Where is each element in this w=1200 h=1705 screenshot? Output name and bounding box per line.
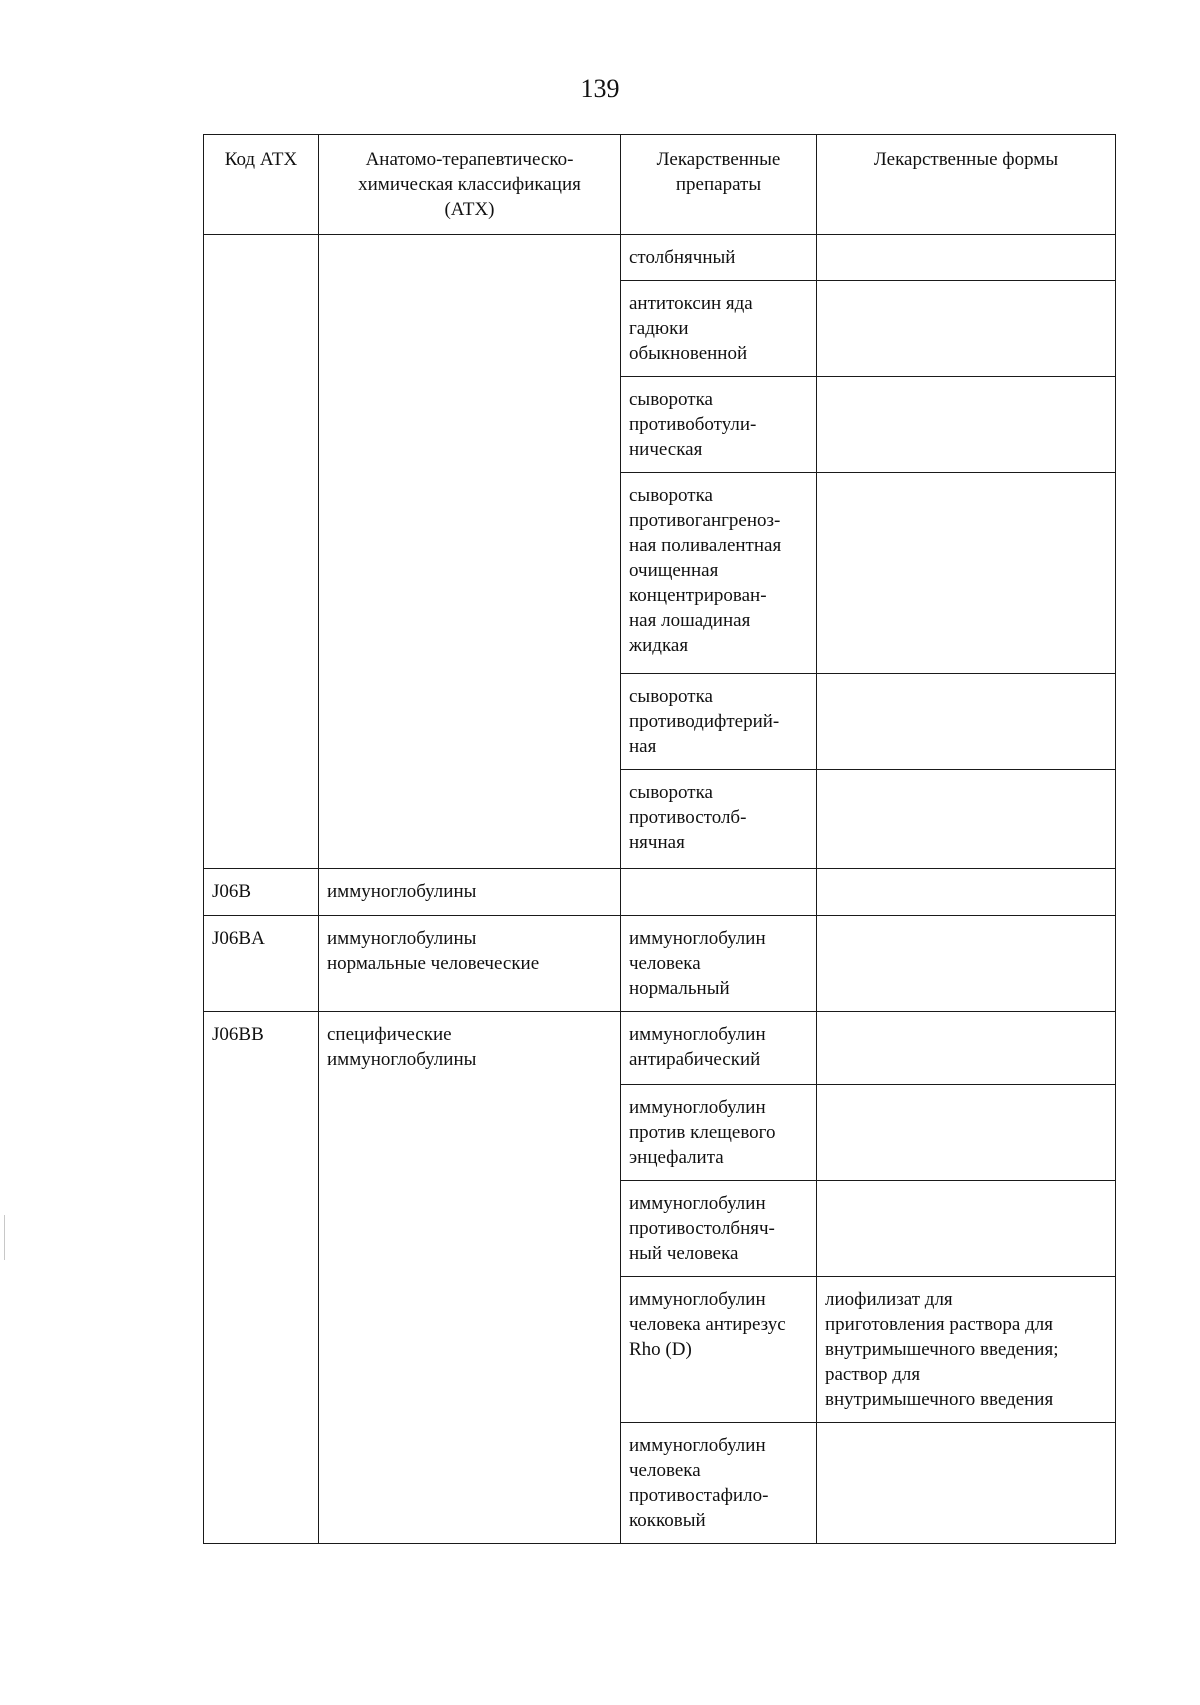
drug-cell: иммуноглобулин противостолбняч- ный человека	[621, 1181, 817, 1277]
header-code: Код АТХ	[204, 135, 319, 235]
form-cell	[817, 1012, 1116, 1085]
form-cell	[817, 473, 1116, 674]
table-row	[204, 869, 1116, 916]
drug-cell: сыворотка противогангреноз- ная поливалентная очищенная концентрирован- ная лошадиная жидкая	[621, 473, 817, 674]
drug-cell: сыворотка противоботули- ническая	[621, 377, 817, 473]
classification-cell: специфические иммуноглобулины	[319, 1012, 621, 1544]
header-classification: Анатомо-терапевтическо- химическая классификация (АТХ)	[319, 135, 621, 235]
form-cell	[817, 869, 1116, 916]
form-cell	[817, 235, 1116, 281]
atx-table	[203, 134, 1116, 1544]
page-number: 139	[580, 74, 620, 103]
table-row	[204, 916, 1116, 1012]
form-cell: лиофилизат для приготовления раствора для внутримышечного введения; раствор для внутримышечного введения	[817, 1277, 1116, 1423]
drug-cell: иммуноглобулин человека противостафило- кокковый	[621, 1423, 817, 1544]
scan-margin-mark	[4, 1215, 5, 1260]
drug-cell: сыворотка противодифтерий- ная	[621, 674, 817, 770]
classification-cell	[319, 235, 621, 869]
form-cell	[817, 1423, 1116, 1544]
drug-cell: иммуноглобулин против клещевого энцефалита	[621, 1085, 817, 1181]
drug-cell	[621, 869, 817, 916]
form-cell	[817, 377, 1116, 473]
code-cell: J06BB	[204, 1012, 319, 1544]
code-cell: J06B	[204, 869, 319, 916]
table-row	[204, 1012, 1116, 1085]
table-header-row	[204, 135, 1116, 235]
header-forms: Лекарственные формы	[817, 135, 1116, 235]
code-cell: J06BA	[204, 916, 319, 1012]
form-cell	[817, 281, 1116, 377]
drug-cell: столбнячный	[621, 235, 817, 281]
drug-cell: иммуноглобулин человека нормальный	[621, 916, 817, 1012]
code-cell	[204, 235, 319, 869]
form-cell	[817, 916, 1116, 1012]
form-cell	[817, 1181, 1116, 1277]
drug-cell: иммуноглобулин антирабический	[621, 1012, 817, 1085]
drug-cell: антитоксин яда гадюки обыкновенной	[621, 281, 817, 377]
drug-cell: иммуноглобулин человека антирезус Rho (D)	[621, 1277, 817, 1423]
header-drugs: Лекарственные препараты	[621, 135, 817, 235]
classification-cell: иммуноглобулины нормальные человеческие	[319, 916, 621, 1012]
form-cell	[817, 770, 1116, 869]
drug-cell: сыворотка противостолб- нячная	[621, 770, 817, 869]
table-row	[204, 235, 1116, 281]
classification-cell: иммуноглобулины	[319, 869, 621, 916]
form-cell	[817, 1085, 1116, 1181]
form-cell	[817, 674, 1116, 770]
